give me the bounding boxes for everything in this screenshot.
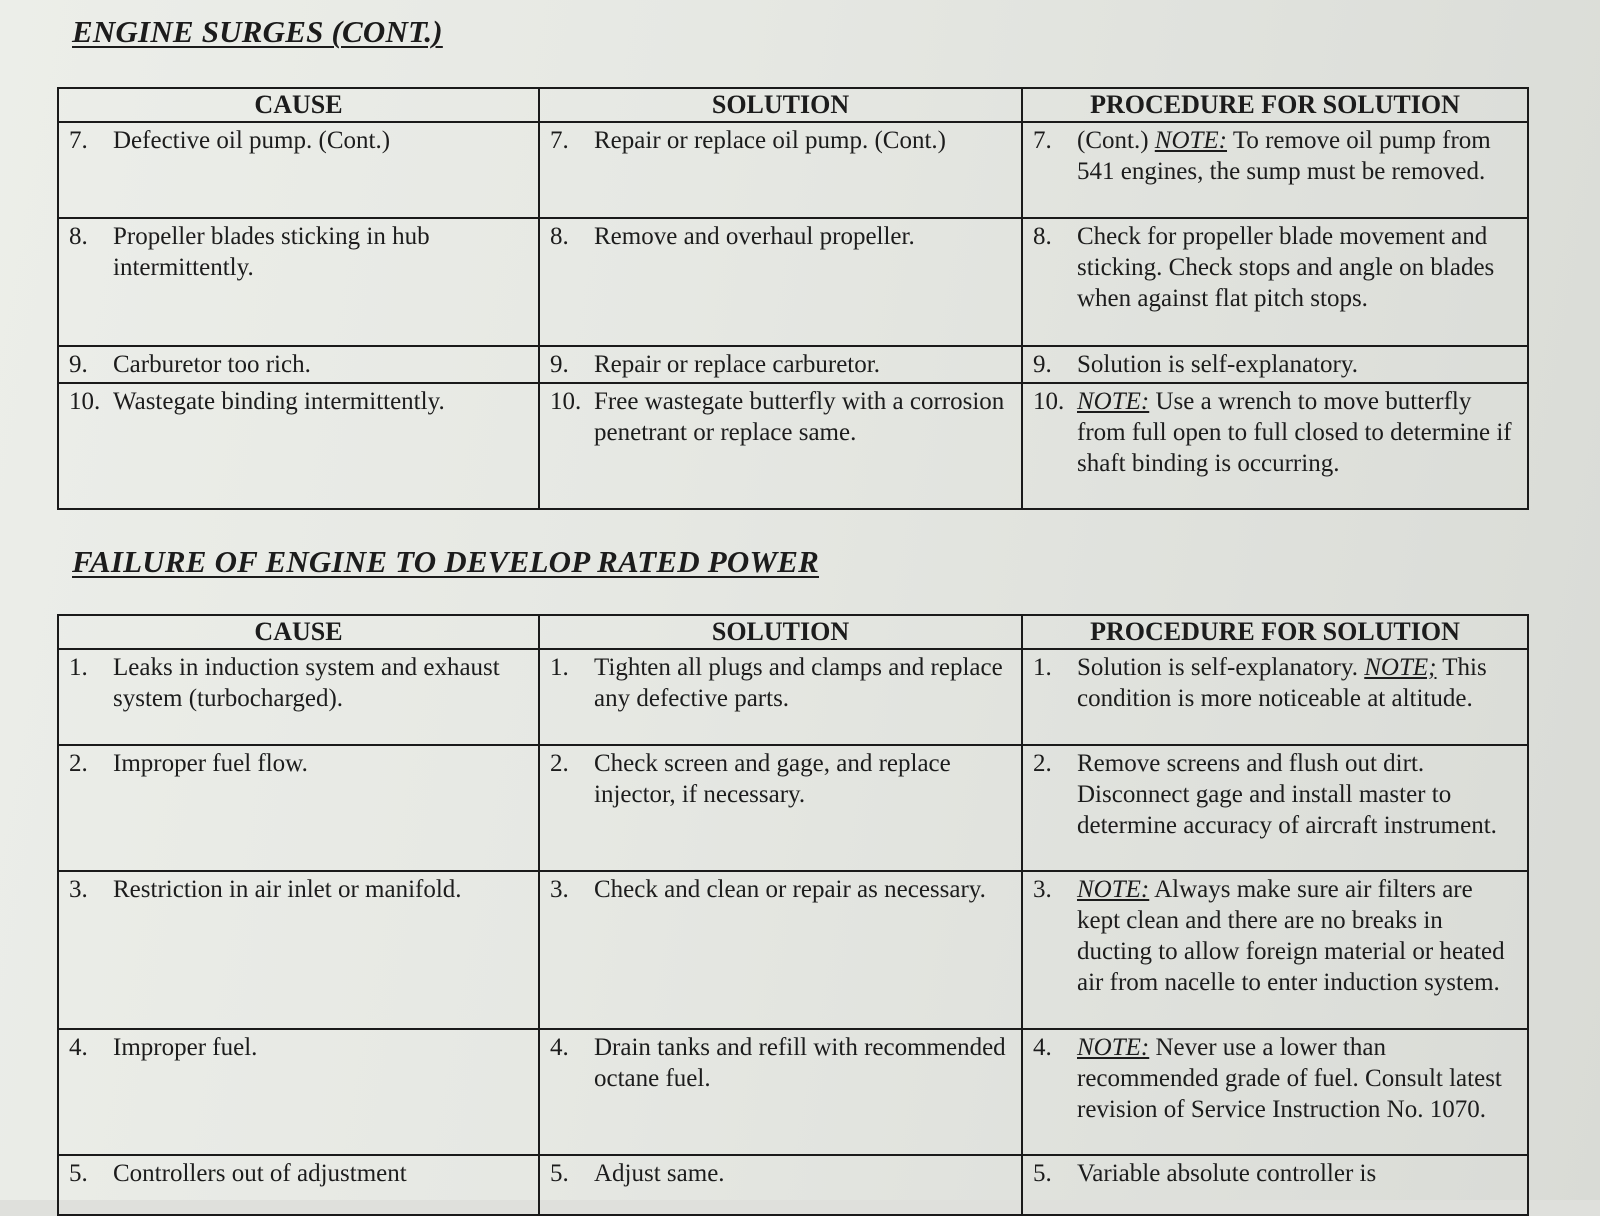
procedure-cell bbox=[1022, 1029, 1528, 1155]
item-number: 1. bbox=[1033, 654, 1052, 681]
cause-cell bbox=[58, 871, 539, 1029]
table-row bbox=[58, 745, 1528, 871]
section-title-engine-surges: ENGINE SURGES (CONT.) bbox=[72, 14, 443, 49]
procedure-cell bbox=[1022, 649, 1528, 745]
procedure-cell bbox=[1022, 346, 1528, 383]
item-number: 9. bbox=[1033, 351, 1052, 378]
note-label: NOTE: bbox=[1077, 388, 1150, 415]
item-number: 4. bbox=[69, 1034, 88, 1061]
cause-text: Defective oil pump. (Cont.) bbox=[113, 127, 391, 154]
item-number: 7. bbox=[69, 127, 88, 154]
solution-cell bbox=[539, 649, 1022, 745]
item-number: 10. bbox=[550, 388, 582, 415]
solution-cell bbox=[539, 383, 1022, 509]
cause-text: Improper fuel. bbox=[113, 1034, 258, 1061]
procedure-text: Solution is self-explanatory. bbox=[1077, 351, 1358, 378]
item-number: 2. bbox=[550, 750, 569, 777]
procedure-text: This condition is more noticeable at altitude. bbox=[1077, 654, 1487, 712]
cause-cell bbox=[58, 383, 539, 509]
header-procedure: PROCEDURE FOR SOLUTION bbox=[1022, 88, 1528, 122]
solution-text: Check screen and gage, and replace injector, if necessary. bbox=[594, 750, 951, 808]
procedure-cell bbox=[1022, 218, 1528, 346]
table-header-row bbox=[58, 88, 1528, 122]
solution-cell bbox=[539, 745, 1022, 871]
header-cause: CAUSE bbox=[58, 615, 539, 649]
solution-text: Drain tanks and refill with recommended octane fuel. bbox=[594, 1034, 1006, 1092]
rated-power-table bbox=[57, 614, 1529, 1216]
header-procedure: PROCEDURE FOR SOLUTION bbox=[1022, 615, 1528, 649]
item-number: 8. bbox=[1033, 223, 1052, 250]
item-number: 2. bbox=[69, 750, 88, 777]
solution-cell bbox=[539, 1029, 1022, 1155]
item-number: 5. bbox=[1033, 1160, 1052, 1187]
cause-text: Carburetor too rich. bbox=[113, 351, 311, 378]
procedure-text: Check for propeller blade movement and sticking. Check stops and angle on blades when against flat pitch stops. bbox=[1077, 223, 1495, 312]
procedure-cell bbox=[1022, 1155, 1528, 1215]
note-label: NOTE: bbox=[1154, 127, 1228, 154]
item-number: 9. bbox=[550, 351, 569, 378]
item-number: 4. bbox=[550, 1034, 569, 1061]
cause-cell bbox=[58, 745, 539, 871]
item-number: 5. bbox=[550, 1160, 569, 1187]
procedure-prefix: Solution is self-explanatory. bbox=[1077, 654, 1365, 681]
table-row bbox=[58, 218, 1528, 346]
procedure-cell bbox=[1022, 745, 1528, 871]
solution-text: Repair or replace oil pump. (Cont.) bbox=[594, 127, 946, 154]
solution-text: Repair or replace carburetor. bbox=[594, 351, 880, 378]
solution-text: Adjust same. bbox=[594, 1160, 725, 1187]
procedure-text: Variable absolute controller is bbox=[1077, 1160, 1377, 1187]
note-label: NOTE; bbox=[1364, 654, 1437, 681]
solution-text: Check and clean or repair as necessary. bbox=[594, 876, 986, 903]
procedure-text: Never use a lower than recommended grade of fuel. Consult latest revision of Service Instruction No. 1070. bbox=[1077, 1034, 1502, 1123]
cause-text: Propeller blades sticking in hub intermittently. bbox=[113, 223, 430, 281]
header-solution: SOLUTION bbox=[539, 88, 1022, 122]
cause-cell bbox=[58, 218, 539, 346]
solution-text: Free wastegate butterfly with a corrosion penetrant or replace same. bbox=[594, 388, 1005, 446]
cause-text: Controllers out of adjustment bbox=[113, 1160, 407, 1187]
solution-cell bbox=[539, 1155, 1022, 1215]
item-number: 3. bbox=[69, 876, 88, 903]
header-solution: SOLUTION bbox=[539, 615, 1022, 649]
note-label: NOTE: bbox=[1077, 1034, 1150, 1061]
engine-surges-table bbox=[57, 87, 1529, 510]
procedure-cell bbox=[1022, 871, 1528, 1029]
item-number: 7. bbox=[550, 127, 569, 154]
solution-cell bbox=[539, 122, 1022, 218]
table-row bbox=[58, 871, 1528, 1029]
procedure-text: To remove oil pump from 541 engines, the sump must be removed. bbox=[1077, 127, 1491, 185]
section-title-failure-rated-power: FAILURE OF ENGINE TO DEVELOP RATED POWER bbox=[72, 544, 820, 579]
solution-cell bbox=[539, 218, 1022, 346]
cause-text: Wastegate binding intermittently. bbox=[113, 388, 445, 415]
item-number: 4. bbox=[1033, 1034, 1052, 1061]
table-row bbox=[58, 649, 1528, 745]
solution-text: Remove and overhaul propeller. bbox=[594, 223, 915, 250]
cause-cell bbox=[58, 346, 539, 383]
cause-text: Restriction in air inlet or manifold. bbox=[113, 876, 462, 903]
item-number: 3. bbox=[550, 876, 569, 903]
cause-cell bbox=[58, 649, 539, 745]
cause-cell bbox=[58, 122, 539, 218]
item-number: 9. bbox=[69, 351, 88, 378]
table-row bbox=[58, 346, 1528, 383]
procedure-cell bbox=[1022, 122, 1528, 218]
item-number: 1. bbox=[550, 654, 569, 681]
item-number: 3. bbox=[1033, 876, 1052, 903]
table-row bbox=[58, 1029, 1528, 1155]
procedure-text: Remove screens and flush out dirt. Disconnect gage and install master to determine accuracy of aircraft instrument. bbox=[1077, 750, 1497, 839]
item-number: 10. bbox=[69, 388, 101, 415]
table-row bbox=[58, 1155, 1528, 1215]
table-row bbox=[58, 383, 1528, 509]
cause-cell bbox=[58, 1155, 539, 1215]
item-number: 8. bbox=[69, 223, 88, 250]
note-label: NOTE: bbox=[1077, 876, 1150, 903]
header-cause: CAUSE bbox=[58, 88, 539, 122]
procedure-prefix: (Cont.) bbox=[1077, 127, 1155, 154]
solution-text: Tighten all plugs and clamps and replace any defective parts. bbox=[594, 654, 1003, 712]
item-number: 2. bbox=[1033, 750, 1052, 777]
item-number: 10. bbox=[1033, 388, 1065, 415]
cause-text: Improper fuel flow. bbox=[113, 750, 308, 777]
procedure-cell bbox=[1022, 383, 1528, 509]
procedure-text: Use a wrench to move butterfly from full open to full closed to determine if shaft binding is occurring. bbox=[1077, 388, 1512, 477]
item-number: 8. bbox=[550, 223, 569, 250]
cause-text: Leaks in induction system and exhaust system (turbocharged). bbox=[113, 654, 500, 712]
solution-cell bbox=[539, 346, 1022, 383]
table-header-row bbox=[58, 615, 1528, 649]
cause-cell bbox=[58, 1029, 539, 1155]
solution-cell bbox=[539, 871, 1022, 1029]
table-row bbox=[58, 122, 1528, 218]
item-number: 7. bbox=[1033, 127, 1052, 154]
item-number: 5. bbox=[69, 1160, 88, 1187]
item-number: 1. bbox=[69, 654, 88, 681]
procedure-text: Always make sure air filters are kept clean and there are no breaks in ducting to allow foreign material or heated air from nacelle to enter induction system. bbox=[1077, 876, 1505, 996]
